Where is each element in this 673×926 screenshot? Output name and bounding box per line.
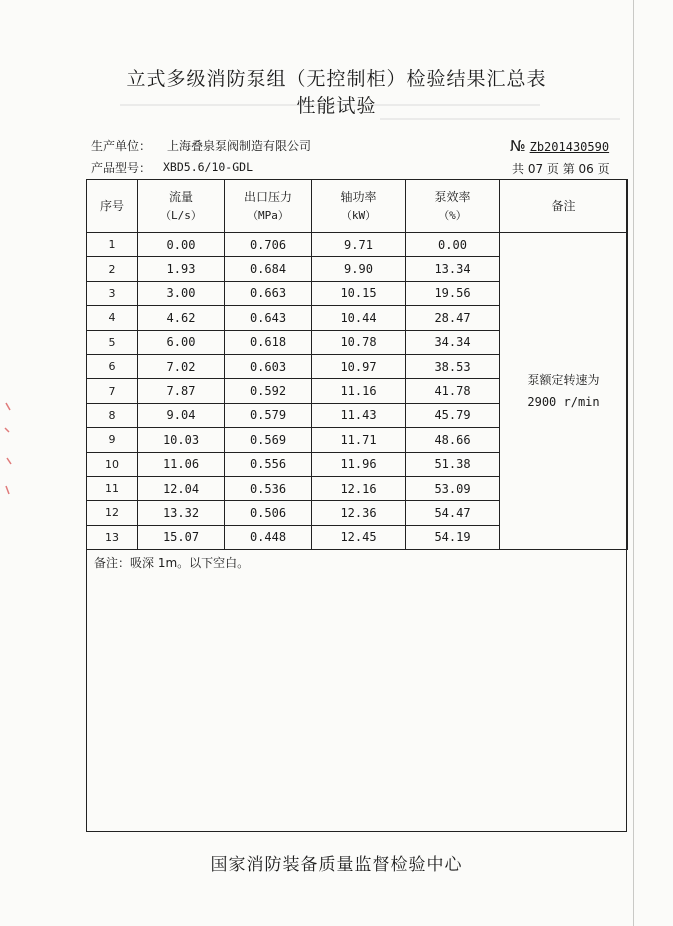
efficiency-cell: 53.09	[406, 476, 500, 500]
efficiency-cell: 38.53	[406, 354, 500, 378]
pressure-cell: 0.556	[225, 452, 312, 476]
power-cell: 11.16	[312, 379, 406, 403]
flow-cell: 6.00	[138, 330, 225, 354]
row-index: 3	[87, 281, 138, 305]
show-through-mark	[380, 118, 620, 120]
flow-cell: 1.93	[138, 257, 225, 281]
remark-line-2: 2900 r/min	[527, 395, 600, 410]
pressure-cell: 0.506	[225, 501, 312, 525]
power-cell: 10.44	[312, 306, 406, 330]
flow-cell: 4.62	[138, 306, 225, 330]
document-number-value: Zb201430590	[529, 140, 610, 154]
efficiency-cell: 28.47	[406, 306, 500, 330]
header-shaft-power: 轴功率 （kW）	[312, 180, 406, 233]
flow-cell: 7.87	[138, 379, 225, 403]
flow-cell: 15.07	[138, 525, 225, 549]
row-index: 6	[87, 354, 138, 378]
efficiency-cell: 45.79	[406, 403, 500, 427]
document-title: 立式多级消防泵组（无控制柜）检验结果汇总表	[126, 68, 547, 90]
flow-cell: 0.00	[138, 233, 225, 257]
row-index: 9	[87, 428, 138, 452]
document-number	[510, 137, 609, 155]
power-cell: 9.71	[312, 233, 406, 257]
issuer-footer: 国家消防装备质量监督检验中心	[210, 855, 463, 875]
efficiency-cell: 51.38	[406, 452, 500, 476]
producer-value: 上海叠泉泵阀制造有限公司	[167, 139, 312, 153]
model-value: XBD5.6/10-GDL	[163, 160, 254, 174]
row-index: 2	[87, 257, 138, 281]
document-subtitle: 性能试验	[296, 95, 377, 117]
power-cell: 10.78	[312, 330, 406, 354]
remark-line-1: 泵额定转速为	[527, 373, 600, 388]
page-edge-line	[633, 0, 634, 926]
efficiency-cell: 48.66	[406, 428, 500, 452]
flow-cell: 9.04	[138, 403, 225, 427]
pressure-cell: 0.536	[225, 476, 312, 500]
power-cell: 11.96	[312, 452, 406, 476]
flow-cell: 7.02	[138, 354, 225, 378]
efficiency-cell: 41.78	[406, 379, 500, 403]
efficiency-cell: 13.34	[406, 257, 500, 281]
efficiency-cell: 19.56	[406, 281, 500, 305]
row-index: 11	[87, 476, 138, 500]
power-cell: 10.97	[312, 354, 406, 378]
header-remark: 备注	[500, 180, 628, 233]
power-cell: 11.71	[312, 428, 406, 452]
flow-cell: 10.03	[138, 428, 225, 452]
row-index: 1	[87, 233, 138, 257]
efficiency-cell: 54.19	[406, 525, 500, 549]
efficiency-cell: 34.34	[406, 330, 500, 354]
results-table	[86, 179, 628, 550]
efficiency-cell: 54.47	[406, 501, 500, 525]
header-pressure: 出口压力 （MPa）	[225, 180, 312, 233]
pressure-cell: 0.592	[225, 379, 312, 403]
flow-cell: 3.00	[138, 281, 225, 305]
flow-cell: 13.32	[138, 501, 225, 525]
table-header-row	[87, 180, 628, 233]
row-index: 7	[87, 379, 138, 403]
power-cell: 9.90	[312, 257, 406, 281]
header-efficiency: 泵效率 （%）	[406, 180, 500, 233]
efficiency-cell: 0.00	[406, 233, 500, 257]
power-cell: 11.43	[312, 403, 406, 427]
row-index: 10	[87, 452, 138, 476]
row-index: 5	[87, 330, 138, 354]
table-row	[87, 233, 628, 257]
producer-label: 生产单位：	[91, 139, 152, 153]
pressure-cell: 0.643	[225, 306, 312, 330]
header-index: 序号	[87, 180, 138, 233]
pressure-cell: 0.579	[225, 403, 312, 427]
row-index: 12	[87, 501, 138, 525]
power-cell: 12.36	[312, 501, 406, 525]
header-flow: 流量 （L/s）	[138, 180, 225, 233]
flow-cell: 12.04	[138, 476, 225, 500]
note-text: 备注：吸深 1m。以下空白。	[94, 556, 250, 570]
pressure-cell: 0.706	[225, 233, 312, 257]
row-index: 8	[87, 403, 138, 427]
red-ink-mark	[3, 398, 13, 508]
pressure-cell: 0.663	[225, 281, 312, 305]
power-cell: 10.15	[312, 281, 406, 305]
row-index: 4	[87, 306, 138, 330]
row-index: 13	[87, 525, 138, 549]
pressure-cell: 0.569	[225, 428, 312, 452]
pressure-cell: 0.684	[225, 257, 312, 281]
number-symbol: №	[510, 137, 526, 155]
model-label: 产品型号：	[91, 161, 152, 175]
power-cell: 12.45	[312, 525, 406, 549]
pressure-cell: 0.618	[225, 330, 312, 354]
pressure-cell: 0.603	[225, 354, 312, 378]
remark-cell	[500, 233, 628, 550]
flow-cell: 11.06	[138, 452, 225, 476]
pressure-cell: 0.448	[225, 525, 312, 549]
page-info: 共 07 页 第 06 页	[512, 162, 610, 176]
power-cell: 12.16	[312, 476, 406, 500]
